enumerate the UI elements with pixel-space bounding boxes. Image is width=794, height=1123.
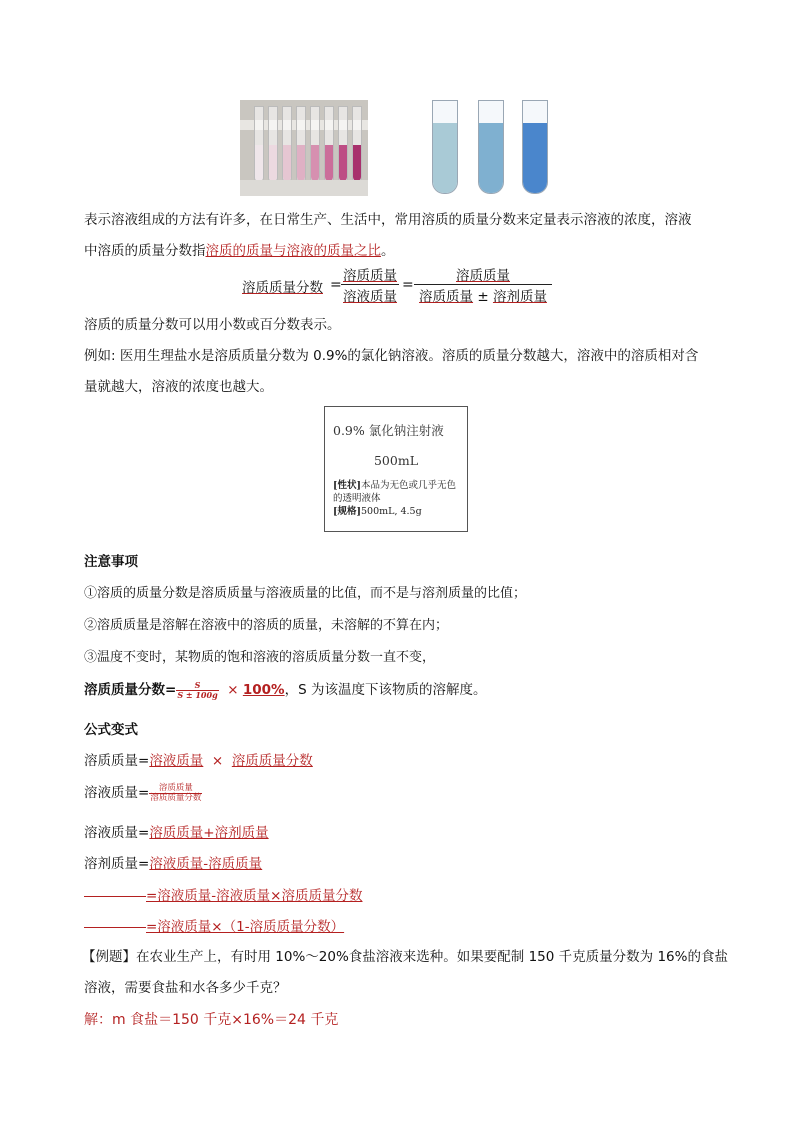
saturated-formula: 溶质质量分数= $\frac{S}{S \pm 100g}$ × 100%，S 为该温度下该物质的溶解度。 <box>84 679 487 700</box>
formula-lhs: 溶质质量分数 <box>242 280 323 296</box>
example-line-1: 例如: 医用生理盐水是溶质质量分数为 0.9%的氯化钠溶液。溶质的质量分数越大，溶液中的溶质相对含 <box>84 348 699 364</box>
problem-solution: 解：m 食盐＝150 千克×16%＝24 千克 <box>84 1012 339 1028</box>
label-volume: 500mL <box>373 453 418 468</box>
variant-5: =溶液质量-溶液质量×溶质质量分数 <box>84 884 363 904</box>
variant-4: 溶剂质量=溶液质量-溶质质量 <box>84 856 263 872</box>
notes-heading: 注意事项 <box>84 554 138 570</box>
label-title: 0.9% 氯化钠注射液 <box>333 423 444 438</box>
variant-3: 溶液质量=溶质质量+溶剂质量 <box>84 825 269 841</box>
variant-2-fraction: 溶质质量 溶质质量分数 <box>150 782 202 803</box>
intro-line-2: 中溶质的质量分数指溶质的质量与溶液的质量之比。 <box>84 243 395 259</box>
problem-line-2: 溶液，需要食盐和水各多少千克？ <box>84 980 287 996</box>
note-item-1: ①溶质的质量分数是溶质质量与溶液质量的比值，而不是与溶剂质量的比值； <box>84 586 527 601</box>
test-tube-rack-photo <box>240 100 368 196</box>
label-details: [性状]本品为无色或几乎无色的透明液体 [规格]500mL, 4.5g <box>333 480 457 517</box>
formula-eq-1: = <box>330 277 342 293</box>
definition-underlined: 溶质的质量与溶液的质量之比 <box>205 243 381 259</box>
variants-heading: 公式变式 <box>84 722 138 738</box>
solubility-fraction: $\frac{S}{S \pm 100g}$ <box>177 679 218 700</box>
example-line-2: 量就越大，溶液的浓度也越大。 <box>84 379 273 395</box>
formula-fraction-1: 溶质质量 溶液质量 <box>341 264 399 305</box>
formula-fraction-2: 溶质质量 溶质质量 ± 溶剂质量 <box>414 264 552 305</box>
expressed-as-line: 溶质的质量分数可以用小数或百分数表示。 <box>84 317 341 333</box>
note-item-3: ③温度不变时，某物质的饱和溶液的溶质质量分数一直不变， <box>84 650 436 665</box>
blue-test-tubes-photo <box>428 100 556 196</box>
variant-6: =溶液质量×（1-溶质质量分数） <box>84 915 344 935</box>
intro-line-1: 表示溶液组成的方法有许多，在日常生产、生活中，常用溶质的质量分数来定量表示溶液的浓度，溶液 <box>84 212 692 228</box>
note-item-2: ②溶质质量是溶解在溶液中的溶质的质量，未溶解的不算在内； <box>84 618 449 633</box>
formula-eq-2: = <box>402 277 414 293</box>
problem-line-1: 【例题】在农业生产上，有时用 10%～20%食盐溶液来选种。如果要配制 150 千克质量分数为 16%的食盐 <box>82 949 728 965</box>
variant-1: 溶质质量=溶液质量 × 溶质质量分数 <box>84 753 313 769</box>
saline-label-image <box>324 406 468 532</box>
variant-2: 溶液质量= 溶质质量 溶质质量分数 <box>84 782 202 803</box>
